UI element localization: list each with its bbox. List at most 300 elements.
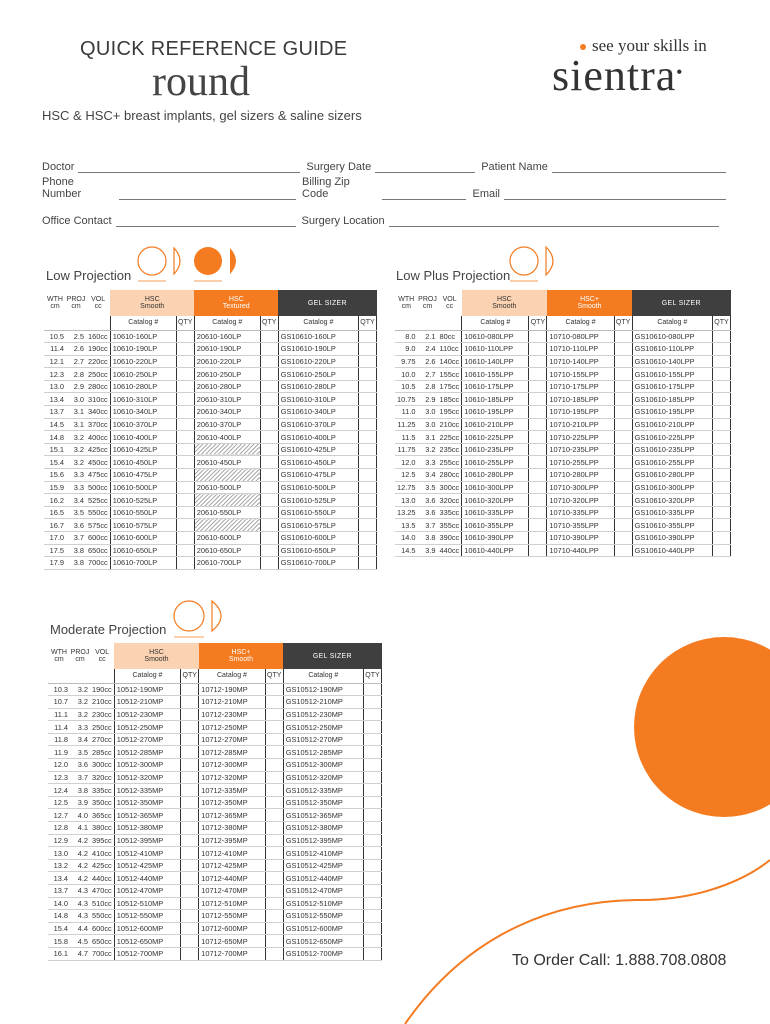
- table-row: [44, 456, 377, 469]
- qty-input[interactable]: [265, 834, 283, 847]
- qty-input[interactable]: [176, 380, 194, 393]
- table-row: [48, 809, 382, 822]
- volume-cell: 220cc: [86, 355, 110, 368]
- qty-input[interactable]: [529, 443, 547, 456]
- width-cell: 13.7: [48, 885, 70, 898]
- gel-sizer-catalog-cell: GS10610-575LP: [278, 519, 358, 532]
- width-cell: 12.0: [48, 759, 70, 772]
- qty-input[interactable]: [176, 343, 194, 356]
- qty-input[interactable]: [181, 910, 199, 923]
- qty-input[interactable]: [713, 380, 731, 393]
- surgery-location-field[interactable]: [302, 215, 719, 227]
- qty-input[interactable]: [713, 506, 731, 519]
- billing-zip-label: Billing Zip Code: [302, 176, 350, 200]
- qty-input[interactable]: [265, 872, 283, 885]
- qty-input[interactable]: [260, 532, 278, 545]
- table-row: [48, 935, 382, 948]
- qty-input[interactable]: [614, 355, 632, 368]
- hsc-catalog-cell: 10610-080LPP: [462, 330, 529, 343]
- qty-input[interactable]: [364, 708, 382, 721]
- qty-input[interactable]: [265, 784, 283, 797]
- qty-input[interactable]: [359, 506, 377, 519]
- qty-input[interactable]: [359, 380, 377, 393]
- width-cell: 11.25: [395, 418, 418, 431]
- qty-input[interactable]: [176, 443, 194, 456]
- table-row: [395, 443, 731, 456]
- qty-input[interactable]: [260, 519, 278, 532]
- qty-input[interactable]: [529, 355, 547, 368]
- qty-input[interactable]: [176, 368, 194, 381]
- qty-input[interactable]: [713, 406, 731, 419]
- projection-cell: 3.2: [66, 456, 86, 469]
- gel-sizer-catalog-cell: GS10610-140LPP: [632, 355, 712, 368]
- width-cell: 8.0: [395, 330, 418, 343]
- hsc-catalog-cell: 10512-410MP: [114, 847, 180, 860]
- qty-input[interactable]: [359, 494, 377, 507]
- second-catalog-cell: 10712-470MP: [199, 885, 265, 898]
- qty-input[interactable]: [359, 481, 377, 494]
- hsc-catalog-cell: 10610-110LPP: [462, 343, 529, 356]
- volume-cell: 600cc: [86, 532, 110, 545]
- qty-input[interactable]: [529, 532, 547, 545]
- second-catalog-cell: 10712-395MP: [199, 834, 265, 847]
- qty-input[interactable]: [359, 406, 377, 419]
- qty-input[interactable]: [529, 406, 547, 419]
- qty-input[interactable]: [614, 532, 632, 545]
- gel-sizer-catalog-cell: GS10512-425MP: [283, 859, 363, 872]
- qty-input[interactable]: [529, 343, 547, 356]
- hsc-catalog-cell: 10512-270MP: [114, 733, 180, 746]
- office-contact-field[interactable]: [42, 215, 296, 227]
- qty-input[interactable]: [713, 443, 731, 456]
- qty-input[interactable]: [364, 796, 382, 809]
- qty-input[interactable]: [614, 494, 632, 507]
- second-catalog-cell: 10712-425MP: [199, 859, 265, 872]
- width-cell: 11.4: [44, 343, 66, 356]
- unavailable-cell: [194, 494, 260, 507]
- qty-input[interactable]: [176, 544, 194, 557]
- hsc-catalog-cell: 10512-190MP: [114, 683, 180, 696]
- email-field[interactable]: [472, 188, 726, 200]
- qty-input[interactable]: [176, 418, 194, 431]
- volume-cell: 270cc: [90, 733, 114, 746]
- qty-input[interactable]: [181, 922, 199, 935]
- qty-input[interactable]: [359, 418, 377, 431]
- second-catalog-cell: 20610-310LP: [194, 393, 260, 406]
- qty-input[interactable]: [181, 746, 199, 759]
- qty-input[interactable]: [529, 431, 547, 444]
- table-row: [395, 456, 731, 469]
- qty-input[interactable]: [176, 557, 194, 570]
- qty-input[interactable]: [359, 393, 377, 406]
- surgery-location-label: Surgery Location: [301, 215, 385, 227]
- qty-input[interactable]: [265, 935, 283, 948]
- qty-input[interactable]: [260, 355, 278, 368]
- qty-input[interactable]: [713, 368, 731, 381]
- qty-input[interactable]: [176, 431, 194, 444]
- hsc-catalog-cell: 10610-500LP: [110, 481, 176, 494]
- qty-input[interactable]: [359, 431, 377, 444]
- qty-input[interactable]: [364, 872, 382, 885]
- table-row: [44, 532, 377, 545]
- qty-input[interactable]: [529, 544, 547, 557]
- qty-input[interactable]: [260, 443, 278, 456]
- volume-cell: 700cc: [86, 557, 110, 570]
- qty-input[interactable]: [176, 355, 194, 368]
- qty-input[interactable]: [614, 431, 632, 444]
- qty-input[interactable]: [181, 897, 199, 910]
- volume-cell: 380cc: [90, 822, 114, 835]
- qty-input[interactable]: [364, 922, 382, 935]
- qty-input[interactable]: [713, 330, 731, 343]
- second-catalog-cell: 10710-390LPP: [547, 532, 614, 545]
- width-cell: 15.4: [48, 922, 70, 935]
- qty-input[interactable]: [529, 393, 547, 406]
- qty-input[interactable]: [364, 910, 382, 923]
- qty-input[interactable]: [265, 771, 283, 784]
- qty-input[interactable]: [364, 885, 382, 898]
- qty-input[interactable]: [713, 456, 731, 469]
- billing-zip-field[interactable]: [302, 176, 466, 200]
- qty-input[interactable]: [364, 759, 382, 772]
- volume-cell: 285cc: [90, 746, 114, 759]
- width-cell: 12.1: [44, 355, 66, 368]
- table-row: [44, 330, 377, 343]
- width-cell: 10.5: [44, 330, 66, 343]
- projection-cell: 3.3: [66, 481, 86, 494]
- gel-sizer-catalog-cell: GS10610-185LPP: [632, 393, 712, 406]
- projection-cell: 3.8: [418, 532, 438, 545]
- catalog-header: Catalog #: [547, 316, 614, 330]
- qty-input[interactable]: [364, 721, 382, 734]
- qty-input[interactable]: [260, 456, 278, 469]
- qty-input[interactable]: [364, 683, 382, 696]
- qty-input[interactable]: [260, 343, 278, 356]
- qty-input[interactable]: [265, 947, 283, 960]
- qty-input[interactable]: [260, 506, 278, 519]
- qty-input[interactable]: [364, 822, 382, 835]
- qty-input[interactable]: [614, 368, 632, 381]
- hsc-catalog-cell: 10512-550MP: [114, 910, 180, 923]
- qty-input[interactable]: [614, 506, 632, 519]
- qty-input[interactable]: [359, 443, 377, 456]
- volume-cell: 550cc: [90, 910, 114, 923]
- qty-input[interactable]: [364, 897, 382, 910]
- gel-sizer-catalog-cell: GS10512-470MP: [283, 885, 363, 898]
- qty-input[interactable]: [265, 847, 283, 860]
- volume-cell: 320cc: [438, 494, 462, 507]
- gel-sizer-catalog-cell: GS10610-280LPP: [632, 469, 712, 482]
- qty-input[interactable]: [713, 431, 731, 444]
- table-row: [44, 519, 377, 532]
- qty-input[interactable]: [176, 481, 194, 494]
- qty-input[interactable]: [265, 696, 283, 709]
- width-cell: 12.3: [44, 368, 66, 381]
- gel-sizer-catalog-cell: GS10610-450LP: [278, 456, 358, 469]
- qty-input[interactable]: [265, 708, 283, 721]
- qty-input[interactable]: [176, 469, 194, 482]
- qty-input[interactable]: [713, 355, 731, 368]
- qty-input[interactable]: [260, 544, 278, 557]
- qty-input[interactable]: [614, 469, 632, 482]
- qty-input[interactable]: [260, 481, 278, 494]
- gel-sizer-catalog-cell: GS10512-300MP: [283, 759, 363, 772]
- gel-sizer-catalog-cell: GS10610-175LPP: [632, 380, 712, 393]
- low-projection-table: [44, 290, 377, 570]
- qty-input[interactable]: [265, 809, 283, 822]
- doctor-label: Doctor: [42, 161, 75, 173]
- qty-input[interactable]: [181, 847, 199, 860]
- qty-input[interactable]: [359, 557, 377, 570]
- volume-cell: 450cc: [86, 456, 110, 469]
- second-catalog-cell: 20610-190LP: [194, 343, 260, 356]
- hsc-catalog-cell: 10512-300MP: [114, 759, 180, 772]
- table-row: [395, 494, 731, 507]
- qty-input[interactable]: [529, 330, 547, 343]
- qty-input[interactable]: [614, 418, 632, 431]
- qty-input[interactable]: [176, 406, 194, 419]
- qty-input[interactable]: [260, 494, 278, 507]
- qty-input[interactable]: [181, 708, 199, 721]
- qty-input[interactable]: [265, 759, 283, 772]
- qty-input[interactable]: [181, 721, 199, 734]
- qty-input[interactable]: [364, 746, 382, 759]
- gel-sizer-catalog-cell: GS10610-110LPP: [632, 343, 712, 356]
- projection-cell: 3.2: [70, 683, 90, 696]
- qty-input[interactable]: [181, 935, 199, 948]
- hsc-catalog-cell: 10610-255LPP: [462, 456, 529, 469]
- qty-input[interactable]: [713, 494, 731, 507]
- qty-input[interactable]: [529, 368, 547, 381]
- qty-input[interactable]: [614, 393, 632, 406]
- qty-input[interactable]: [176, 506, 194, 519]
- qty-input[interactable]: [614, 343, 632, 356]
- qty-input[interactable]: [181, 872, 199, 885]
- qty-input[interactable]: [713, 481, 731, 494]
- qty-input[interactable]: [529, 418, 547, 431]
- doctor-field[interactable]: [42, 161, 300, 173]
- gel-sizer-catalog-cell: GS10512-350MP: [283, 796, 363, 809]
- qty-input[interactable]: [260, 368, 278, 381]
- qty-input[interactable]: [359, 519, 377, 532]
- qty-input[interactable]: [181, 733, 199, 746]
- width-cell: 13.0: [395, 494, 418, 507]
- qty-input[interactable]: [359, 355, 377, 368]
- volume-cell: 230cc: [90, 708, 114, 721]
- qty-input[interactable]: [176, 519, 194, 532]
- qty-input[interactable]: [364, 809, 382, 822]
- table-row: [44, 544, 377, 557]
- table-row: [44, 431, 377, 444]
- table-row: [48, 796, 382, 809]
- qty-input[interactable]: [181, 859, 199, 872]
- volume-cell: 355cc: [438, 519, 462, 532]
- qty-input[interactable]: [176, 330, 194, 343]
- qty-input[interactable]: [529, 380, 547, 393]
- qty-input[interactable]: [181, 809, 199, 822]
- qty-input[interactable]: [529, 506, 547, 519]
- qty-input[interactable]: [713, 544, 731, 557]
- volume-cell: 185cc: [438, 393, 462, 406]
- vol-header: VOL cc: [91, 296, 106, 310]
- qty-input[interactable]: [265, 746, 283, 759]
- qty-input[interactable]: [614, 456, 632, 469]
- qty-input[interactable]: [260, 418, 278, 431]
- projection-cell: 3.3: [66, 469, 86, 482]
- surgery-date-field[interactable]: [306, 161, 475, 173]
- hsc-catalog-cell: 10512-365MP: [114, 809, 180, 822]
- qty-input[interactable]: [176, 494, 194, 507]
- qty-input[interactable]: [529, 456, 547, 469]
- qty-input[interactable]: [265, 683, 283, 696]
- qty-input[interactable]: [614, 406, 632, 419]
- qty-input[interactable]: [359, 368, 377, 381]
- qty-input[interactable]: [260, 557, 278, 570]
- qty-input[interactable]: [713, 532, 731, 545]
- qty-input[interactable]: [614, 443, 632, 456]
- qty-input[interactable]: [614, 519, 632, 532]
- volume-cell: 210cc: [90, 696, 114, 709]
- subtitle: HSC & HSC+ breast implants, gel sizers & saline sizers: [42, 108, 362, 123]
- qty-input[interactable]: [359, 544, 377, 557]
- qty-input[interactable]: [181, 947, 199, 960]
- qty-input[interactable]: [265, 897, 283, 910]
- qty-input[interactable]: [260, 469, 278, 482]
- qty-input[interactable]: [529, 519, 547, 532]
- gel-sizer-catalog-cell: GS10610-425LP: [278, 443, 358, 456]
- gel-sizer-catalog-cell: GS10610-210LPP: [632, 418, 712, 431]
- qty-input[interactable]: [260, 380, 278, 393]
- qty-input[interactable]: [614, 330, 632, 343]
- catalog-header: Catalog #: [110, 316, 176, 330]
- table-row: [48, 947, 382, 960]
- gel-sizer-catalog-cell: GS10512-210MP: [283, 696, 363, 709]
- gel-sizer-catalog-cell: GS10610-255LPP: [632, 456, 712, 469]
- page-title: QUICK REFERENCE GUIDE: [80, 38, 348, 60]
- projection-cell: 2.9: [66, 380, 86, 393]
- qty-input[interactable]: [359, 532, 377, 545]
- qty-input[interactable]: [265, 796, 283, 809]
- brand-text: sientra: [552, 51, 677, 100]
- qty-input[interactable]: [364, 847, 382, 860]
- qty-input[interactable]: [364, 771, 382, 784]
- volume-cell: 500cc: [86, 481, 110, 494]
- qty-input[interactable]: [260, 406, 278, 419]
- qty-input[interactable]: [713, 519, 731, 532]
- gel-sizer-catalog-cell: GS10610-650LP: [278, 544, 358, 557]
- proj-header: PROJ cm: [70, 649, 90, 663]
- shape-title: round: [152, 59, 250, 105]
- qty-input[interactable]: [260, 330, 278, 343]
- hsc-catalog-cell: 10512-230MP: [114, 708, 180, 721]
- qty-input[interactable]: [364, 935, 382, 948]
- second-catalog-cell: 10710-440LPP: [547, 544, 614, 557]
- qty-input[interactable]: [265, 910, 283, 923]
- qty-input[interactable]: [529, 469, 547, 482]
- hsc-catalog-cell: 10512-395MP: [114, 834, 180, 847]
- projection-cell: 3.7: [70, 771, 90, 784]
- table-row: [48, 746, 382, 759]
- qty-input[interactable]: [176, 393, 194, 406]
- table-row: [48, 834, 382, 847]
- qty-input[interactable]: [529, 494, 547, 507]
- qty-input[interactable]: [181, 759, 199, 772]
- qty-input[interactable]: [359, 469, 377, 482]
- qty-input[interactable]: [614, 380, 632, 393]
- qty-input[interactable]: [529, 481, 547, 494]
- patient-name-field[interactable]: [481, 161, 726, 173]
- qty-input[interactable]: [181, 796, 199, 809]
- qty-input[interactable]: [713, 343, 731, 356]
- hsc-catalog-cell: 10610-450LP: [110, 456, 176, 469]
- qty-input[interactable]: [364, 947, 382, 960]
- volume-cell: 320cc: [90, 771, 114, 784]
- qty-input[interactable]: [181, 696, 199, 709]
- qty-input[interactable]: [181, 822, 199, 835]
- qty-input[interactable]: [359, 343, 377, 356]
- hsc-catalog-cell: 10610-140LPP: [462, 355, 529, 368]
- second-group-header: HSC+ Smooth: [547, 290, 632, 316]
- qty-input[interactable]: [176, 456, 194, 469]
- qty-input[interactable]: [181, 784, 199, 797]
- qty-input[interactable]: [614, 481, 632, 494]
- qty-input[interactable]: [713, 469, 731, 482]
- qty-input[interactable]: [265, 822, 283, 835]
- qty-input[interactable]: [359, 330, 377, 343]
- hsc-catalog-cell: 10610-300LPP: [462, 481, 529, 494]
- qty-input[interactable]: [265, 733, 283, 746]
- volume-cell: 650cc: [90, 935, 114, 948]
- qty-input[interactable]: [364, 834, 382, 847]
- table-row: [48, 847, 382, 860]
- qty-input[interactable]: [181, 885, 199, 898]
- qty-input[interactable]: [265, 885, 283, 898]
- phone-number-field[interactable]: [42, 176, 296, 200]
- qty-input[interactable]: [713, 418, 731, 431]
- hsc-catalog-cell: 10512-350MP: [114, 796, 180, 809]
- width-cell: 11.9: [48, 746, 70, 759]
- qty-input[interactable]: [176, 532, 194, 545]
- qty-input[interactable]: [181, 771, 199, 784]
- second-catalog-cell: 10710-140LPP: [547, 355, 614, 368]
- table-row: [48, 859, 382, 872]
- qty-input[interactable]: [364, 859, 382, 872]
- qty-input[interactable]: [364, 733, 382, 746]
- width-cell: 14.0: [48, 897, 70, 910]
- qty-input[interactable]: [614, 544, 632, 557]
- second-catalog-cell: 10710-320LPP: [547, 494, 614, 507]
- qty-input[interactable]: [260, 393, 278, 406]
- qty-input[interactable]: [265, 859, 283, 872]
- qty-input[interactable]: [265, 721, 283, 734]
- moderate-projection-shape-icon: [172, 598, 232, 642]
- qty-input[interactable]: [181, 834, 199, 847]
- width-cell: 16.7: [44, 519, 66, 532]
- qty-input[interactable]: [359, 456, 377, 469]
- second-group-header: HSC+ Smooth: [199, 643, 283, 669]
- hsc-catalog-cell: 10512-600MP: [114, 922, 180, 935]
- qty-input[interactable]: [265, 922, 283, 935]
- qty-input[interactable]: [713, 393, 731, 406]
- qty-input[interactable]: [181, 683, 199, 696]
- qty-input[interactable]: [364, 784, 382, 797]
- projection-cell: 2.8: [66, 368, 86, 381]
- qty-input[interactable]: [260, 431, 278, 444]
- width-cell: 16.2: [44, 494, 66, 507]
- second-catalog-cell: 10710-280LPP: [547, 469, 614, 482]
- projection-cell: 3.0: [418, 418, 438, 431]
- qty-input[interactable]: [364, 696, 382, 709]
